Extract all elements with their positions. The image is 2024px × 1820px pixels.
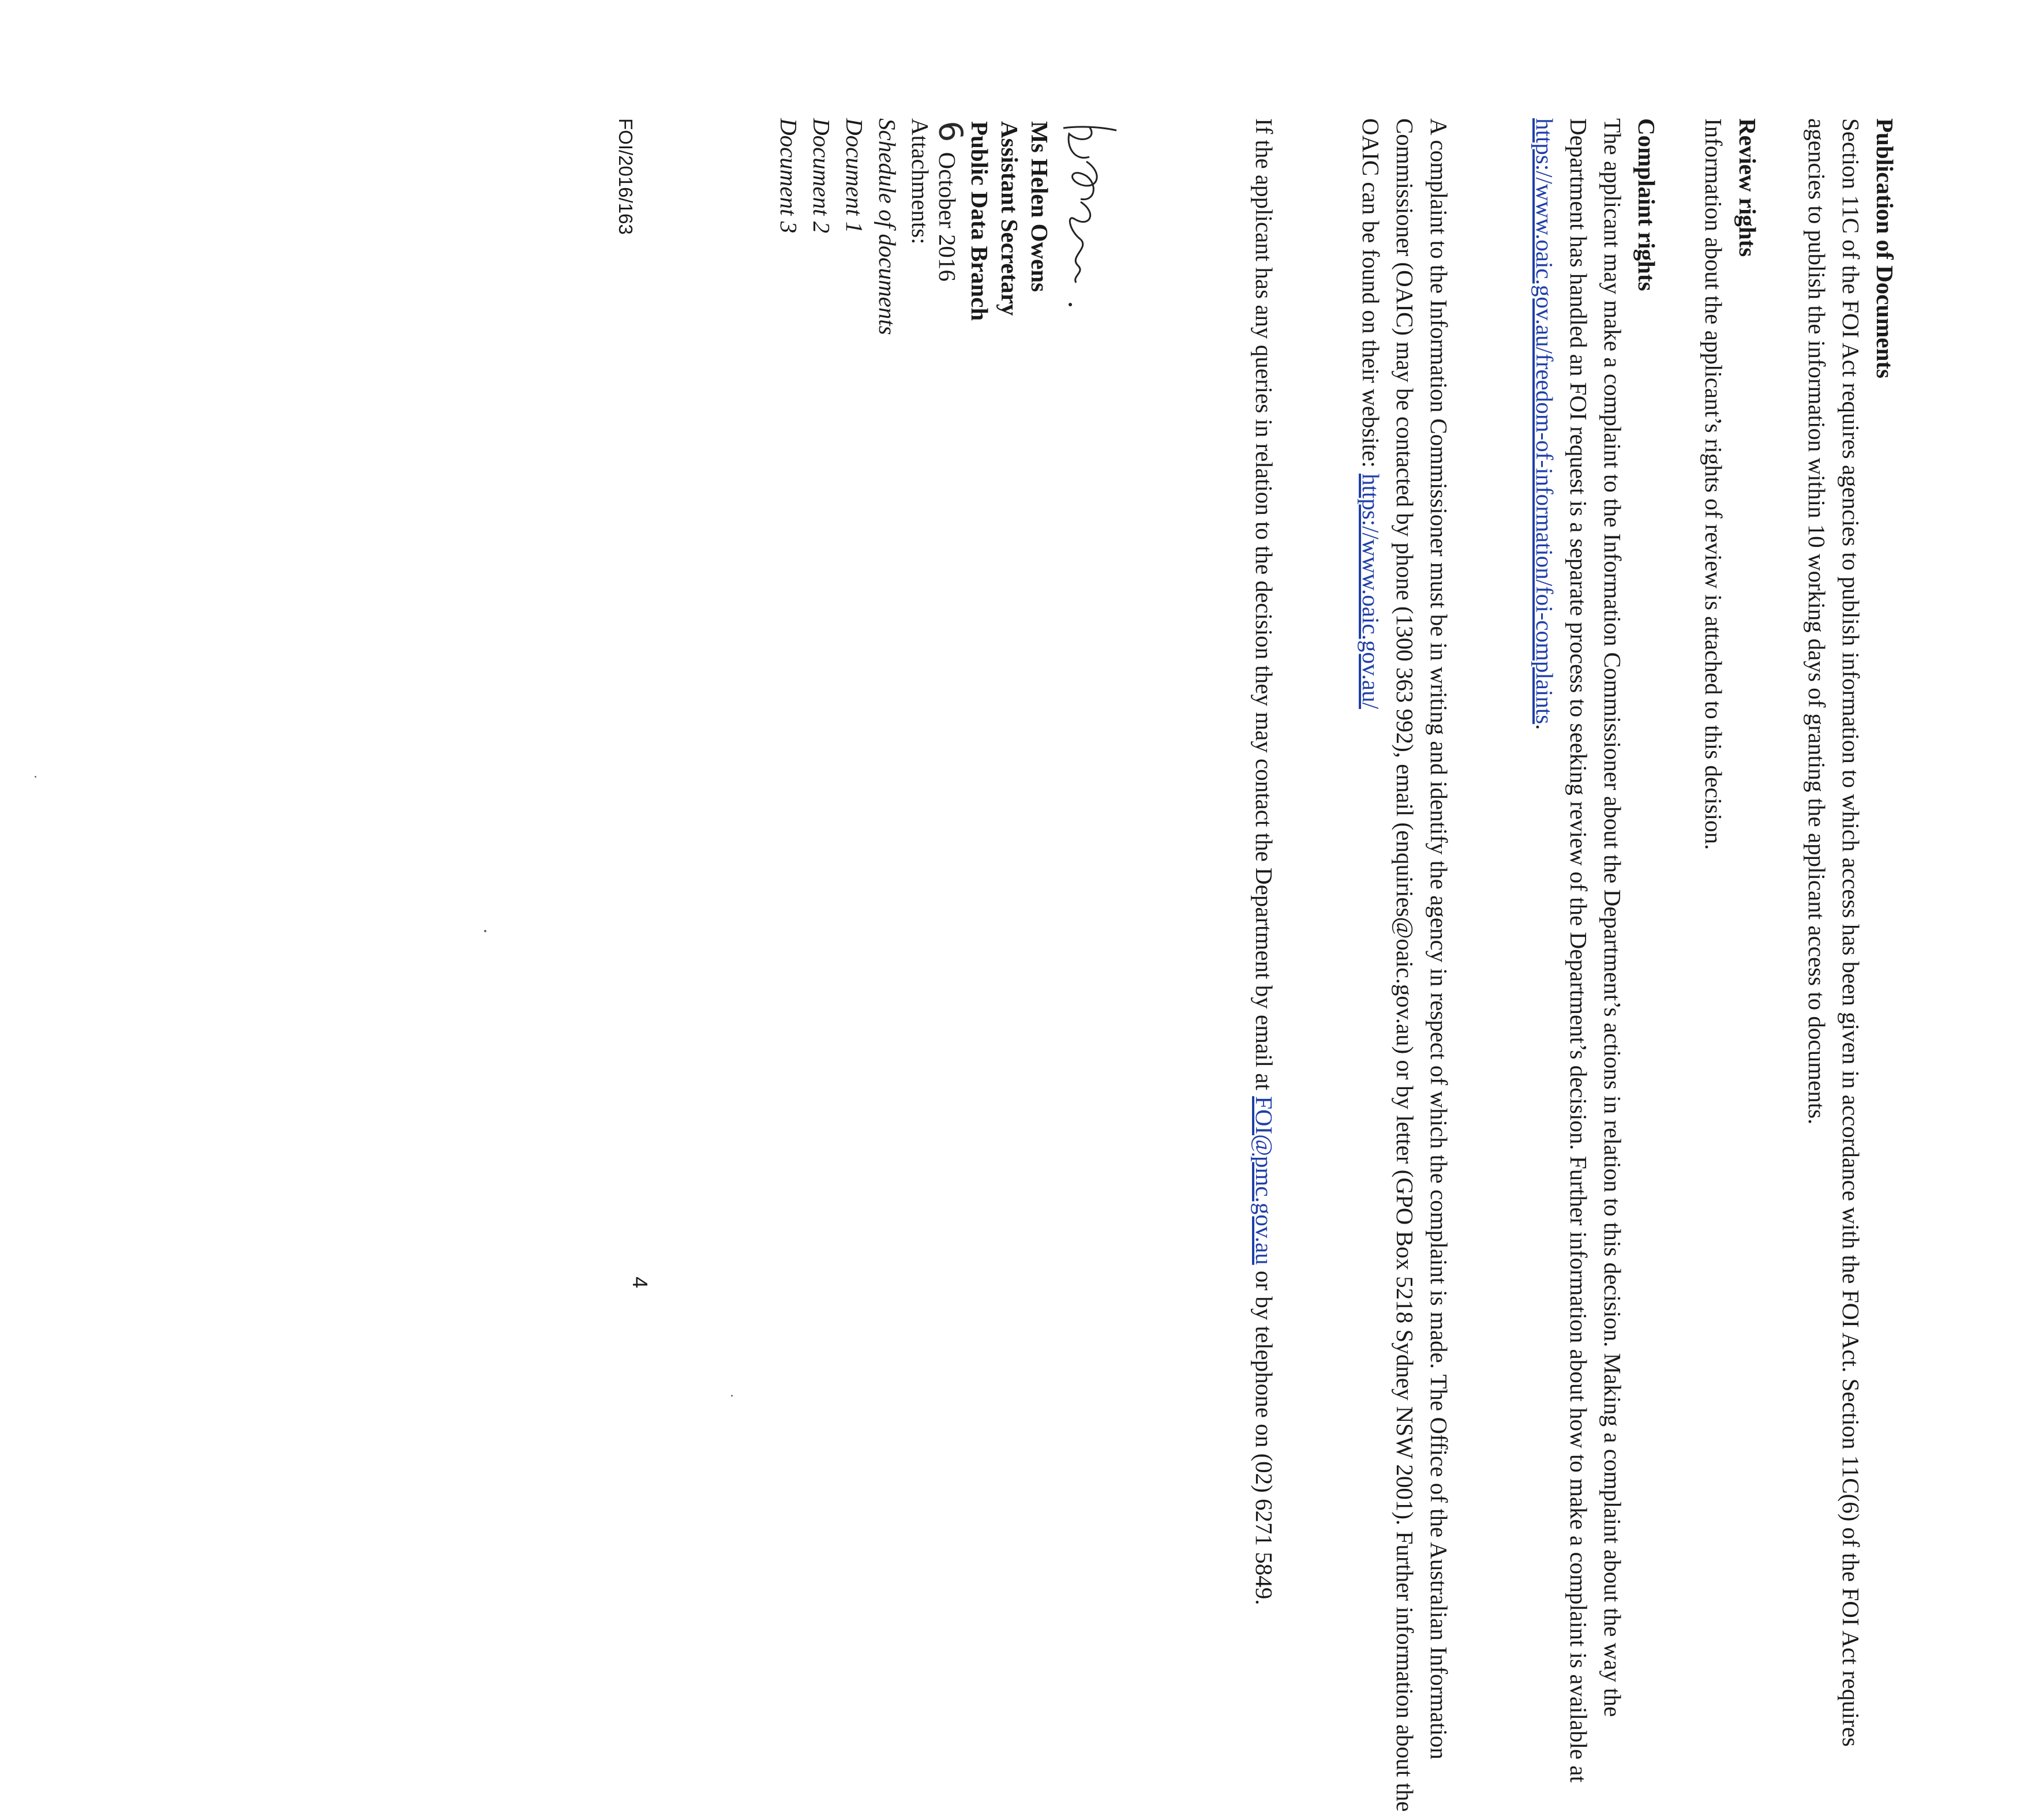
attachment-item: Document 3 <box>775 118 802 234</box>
review-rights-heading: Review rights <box>1734 118 1761 257</box>
publication-body: Section 11C of the FOI Act requires agencies to publish information to which access has been given in accordance with the FOI Act. Section 11C(6) of the FOI Act requires agencies to publish the information within 10 working days of granting the applicant access to documents. <box>1804 118 1864 1747</box>
attachment-item: Document 2 <box>808 118 835 234</box>
handwritten-date-day: 6 <box>929 118 970 144</box>
complaint-rights-suffix: . <box>1531 724 1558 730</box>
review-rights-body: Information about the applicant’s rights of review is attached to this decision. <box>1700 118 1727 850</box>
signatory-block <box>929 118 1055 321</box>
signature-date-text: October 2016 <box>934 152 961 282</box>
signatory-branch: Public Data Branch <box>966 121 993 321</box>
oaic-contact-section <box>1354 118 1456 1820</box>
attachments-label: Attachments: <box>907 118 934 245</box>
queries-text: If the applicant has any queries in relation to the decision they may contact the Department by email at <box>1251 118 1277 1097</box>
complaint-rights-section <box>1527 118 1663 1820</box>
oaic-contact-body <box>1354 118 1456 1820</box>
foi-email-link[interactable]: FOI@pmc.gov.au <box>1251 1096 1277 1265</box>
oaic-website-link[interactable]: https://www.oaic.gov.au/ <box>1358 473 1384 710</box>
queries-suffix: or by telephone on (02) 6271 5849. <box>1251 1264 1277 1605</box>
signatory-title: Assistant Secretary <box>996 121 1023 316</box>
signature-date <box>929 118 970 321</box>
scan-speck <box>35 776 36 778</box>
publication-heading: Publication of Documents <box>1872 118 1898 378</box>
complaint-rights-body <box>1527 118 1629 1820</box>
complaint-rights-text: The applicant may make a complaint to the Information Commissioner about the Department’s actions in relation to this decision. Making a complaint about the way the Department has handled an FOI request is a separate process to seeking review of the Department’s decision. Further information about how to make a complaint is available at <box>1565 118 1626 1783</box>
queries-section <box>1247 118 1281 1820</box>
scan-speck <box>731 1395 733 1397</box>
oaic-contact-text: A complaint to the Information Commissioner must be in writing and identify the agency in respect of which the complaint is made. The Office of the Australian Information Commissioner (OAIC) may be contacted by phone (1300 363 992), email (enquiries@oaic.gov.au) or by letter (GPO Box 5218 Sydney NSW 2001). Further information about the OAIC can be found on their website: <box>1358 118 1452 1812</box>
queries-body <box>1247 118 1281 1820</box>
page-number: 4 <box>628 1277 652 1289</box>
attachment-item: Document 1 <box>841 118 868 234</box>
scan-speck <box>484 930 486 932</box>
oaic-foi-complaints-link[interactable]: https://www.oaic.gov.au/freedom-of-information/foi-complaints <box>1531 118 1558 725</box>
complaint-rights-heading: Complaint rights <box>1633 118 1660 291</box>
attachment-item: Schedule of documents <box>874 118 901 335</box>
publication-section <box>1800 118 1902 1820</box>
handwritten-signature <box>1058 121 1121 317</box>
review-rights-section <box>1696 118 1764 1820</box>
foi-reference-footer: FOI/2016/163 <box>615 118 636 235</box>
attachments-section <box>772 118 936 335</box>
signatory-name: Ms Helen Owens <box>1026 121 1053 292</box>
